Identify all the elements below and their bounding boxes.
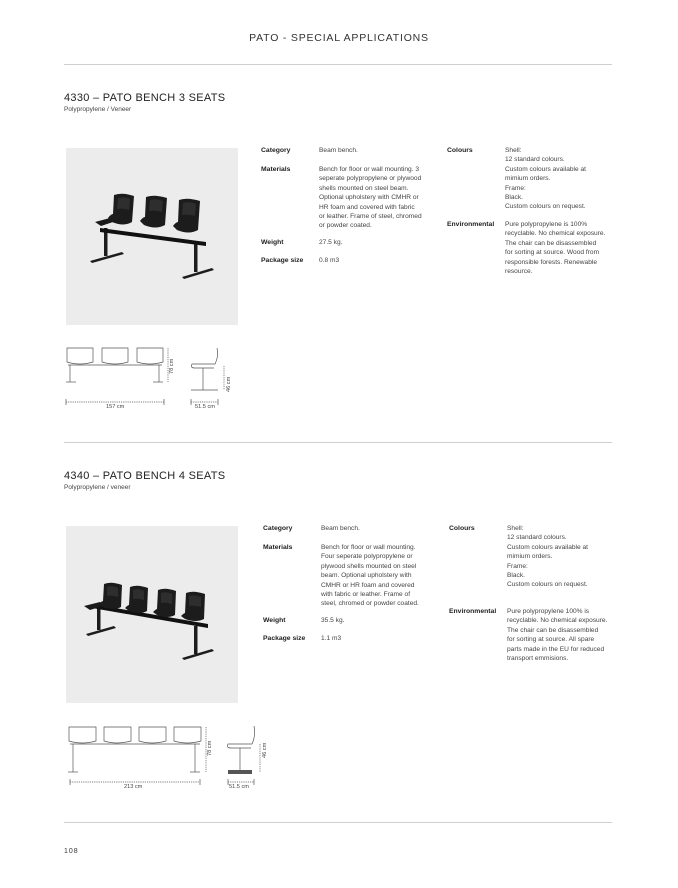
spec-line: 12 standard colours. (505, 156, 565, 164)
spec-label-package-size: Package size (263, 635, 306, 642)
spec-line: 0.8 m3 (319, 257, 340, 264)
spec-value-colours (505, 146, 586, 212)
spec-line: shells mounted on steel beam. (319, 184, 409, 192)
spec-label-colours: Colours (447, 147, 473, 154)
spec-line: The chair can be disassembled (505, 239, 597, 247)
spec-line: Pure polypropylene 100% is (507, 608, 590, 615)
spec-line: Optional upholstery with CMHR or (319, 194, 419, 202)
spec-label-environmental: Environmental (447, 221, 495, 228)
dimension-width: 213 cm (124, 784, 143, 790)
spec-label-materials: Materials (261, 166, 291, 173)
product-title: 4340 – PATO BENCH 4 SEATS (64, 470, 226, 482)
spec-line: Frame: (505, 184, 526, 192)
spec-value-package-size (321, 634, 341, 643)
spec-line: Bench for floor or wall mounting. 3 (319, 166, 420, 173)
dimension-depth: 51.5 cm (229, 784, 249, 790)
spec-line: mimium orders. (505, 175, 551, 183)
spec-line: or leather. Frame of steel, chromed (319, 213, 422, 221)
spec-line: 27.5 kg. (319, 239, 343, 246)
technical-drawing (62, 342, 252, 414)
section-divider (64, 442, 612, 443)
spec-value-materials (321, 543, 419, 609)
spec-line: Beam bench. (321, 525, 360, 532)
dimension-width: 157 cm (106, 404, 125, 410)
spec-line: The chair can be disassembled (507, 626, 599, 634)
spec-value-package-size (319, 256, 339, 265)
spec-line: mimium orders. (507, 553, 553, 561)
spec-value-weight (321, 616, 344, 625)
spec-line: responsible forests. Renewable (505, 258, 597, 266)
spec-line: Four seperate polypropylene or (321, 553, 413, 561)
spec-line: parts made in the EU for reduced (507, 645, 605, 653)
spec-line: Custom colours available at (505, 165, 586, 173)
spec-line: plywood shells mounted on steel (321, 562, 417, 570)
footer-divider (64, 822, 612, 823)
spec-line: Custom colours available at (507, 543, 588, 551)
spec-line: 12 standard colours. (507, 534, 567, 542)
spec-line: Pure polypropylene is 100% (505, 221, 588, 228)
product-subtitle: Polypropylene / veneer (64, 484, 131, 491)
spec-line: recyclable. No chemical exposure. (505, 230, 606, 238)
bench-3-seats-drawing (62, 342, 252, 414)
technical-drawing (64, 722, 284, 794)
spec-label-materials: Materials (263, 544, 293, 551)
spec-line: for sorting at source. Wood from (505, 249, 600, 257)
spec-value-category (319, 146, 358, 155)
spec-line: Shell: (507, 525, 524, 532)
spec-line: 1.1 m3 (321, 635, 342, 642)
header-divider (64, 64, 612, 65)
spec-label-category: Category (261, 147, 291, 154)
product-photo (66, 526, 238, 703)
spec-label-package-size: Package size (261, 257, 304, 264)
bench-3-seats-photo (66, 148, 238, 325)
spec-value-colours (507, 524, 588, 590)
spec-line: Custom colours on request. (505, 203, 586, 211)
spec-line: CMHR or HR foam and covered (321, 581, 415, 589)
spec-label-weight: Weight (261, 239, 284, 246)
spec-line: Shell: (505, 147, 522, 154)
spec-value-environmental (507, 607, 607, 663)
spec-line: Bench for floor or wall mounting. (321, 544, 416, 551)
product-photo (66, 148, 238, 325)
spec-value-weight (319, 238, 342, 247)
bench-4-seats-photo (66, 526, 238, 703)
dimension-depth: 51.5 cm (195, 404, 215, 410)
spec-line: with fabric or leather. Frame of (321, 591, 411, 599)
spec-label-colours: Colours (449, 525, 475, 532)
spec-line: recyclable. No chemical exposure. (507, 617, 608, 625)
spec-value-materials (319, 165, 422, 231)
spec-line: Beam bench. (319, 147, 358, 154)
spec-label-category: Category (263, 525, 293, 532)
dimension-height: 78 cm (169, 358, 175, 374)
spec-line: beam. Optional upholstery with (321, 572, 412, 580)
spec-line: 35.5 kg. (321, 617, 345, 624)
spec-line: for sorting at source. All spare (507, 636, 595, 644)
spec-line: Frame: (507, 562, 528, 570)
spec-line: steel, chromed or powder coated. (321, 600, 419, 608)
spec-line: resource. (505, 268, 533, 276)
spec-line: Custom colours on request. (507, 581, 588, 589)
spec-label-environmental: Environmental (449, 608, 497, 615)
spec-line: Black. (505, 194, 523, 202)
spec-line: Black. (507, 572, 525, 580)
spec-line: seperate polypropylene or plywood (319, 175, 422, 183)
page-number: 108 (64, 848, 79, 855)
product-title: 4330 – PATO BENCH 3 SEATS (64, 92, 226, 104)
bench-4-seats-drawing (64, 722, 284, 794)
spec-line: transport emmisions. (507, 655, 569, 663)
product-subtitle: Polypropylene / Veneer (64, 106, 132, 113)
spec-line: HR foam and covered with fabric (319, 203, 415, 211)
page-header-title: PATO - SPECIAL APPLICATIONS (249, 32, 429, 44)
spec-value-category (321, 524, 360, 533)
dimension-seat-height: 46 cm (226, 376, 232, 392)
dimension-seat-height: 46 cm (262, 742, 268, 758)
spec-label-weight: Weight (263, 617, 286, 624)
spec-value-environmental (505, 220, 605, 276)
spec-line: or powder coated. (319, 222, 372, 230)
dimension-height: 78 cm (207, 740, 213, 756)
